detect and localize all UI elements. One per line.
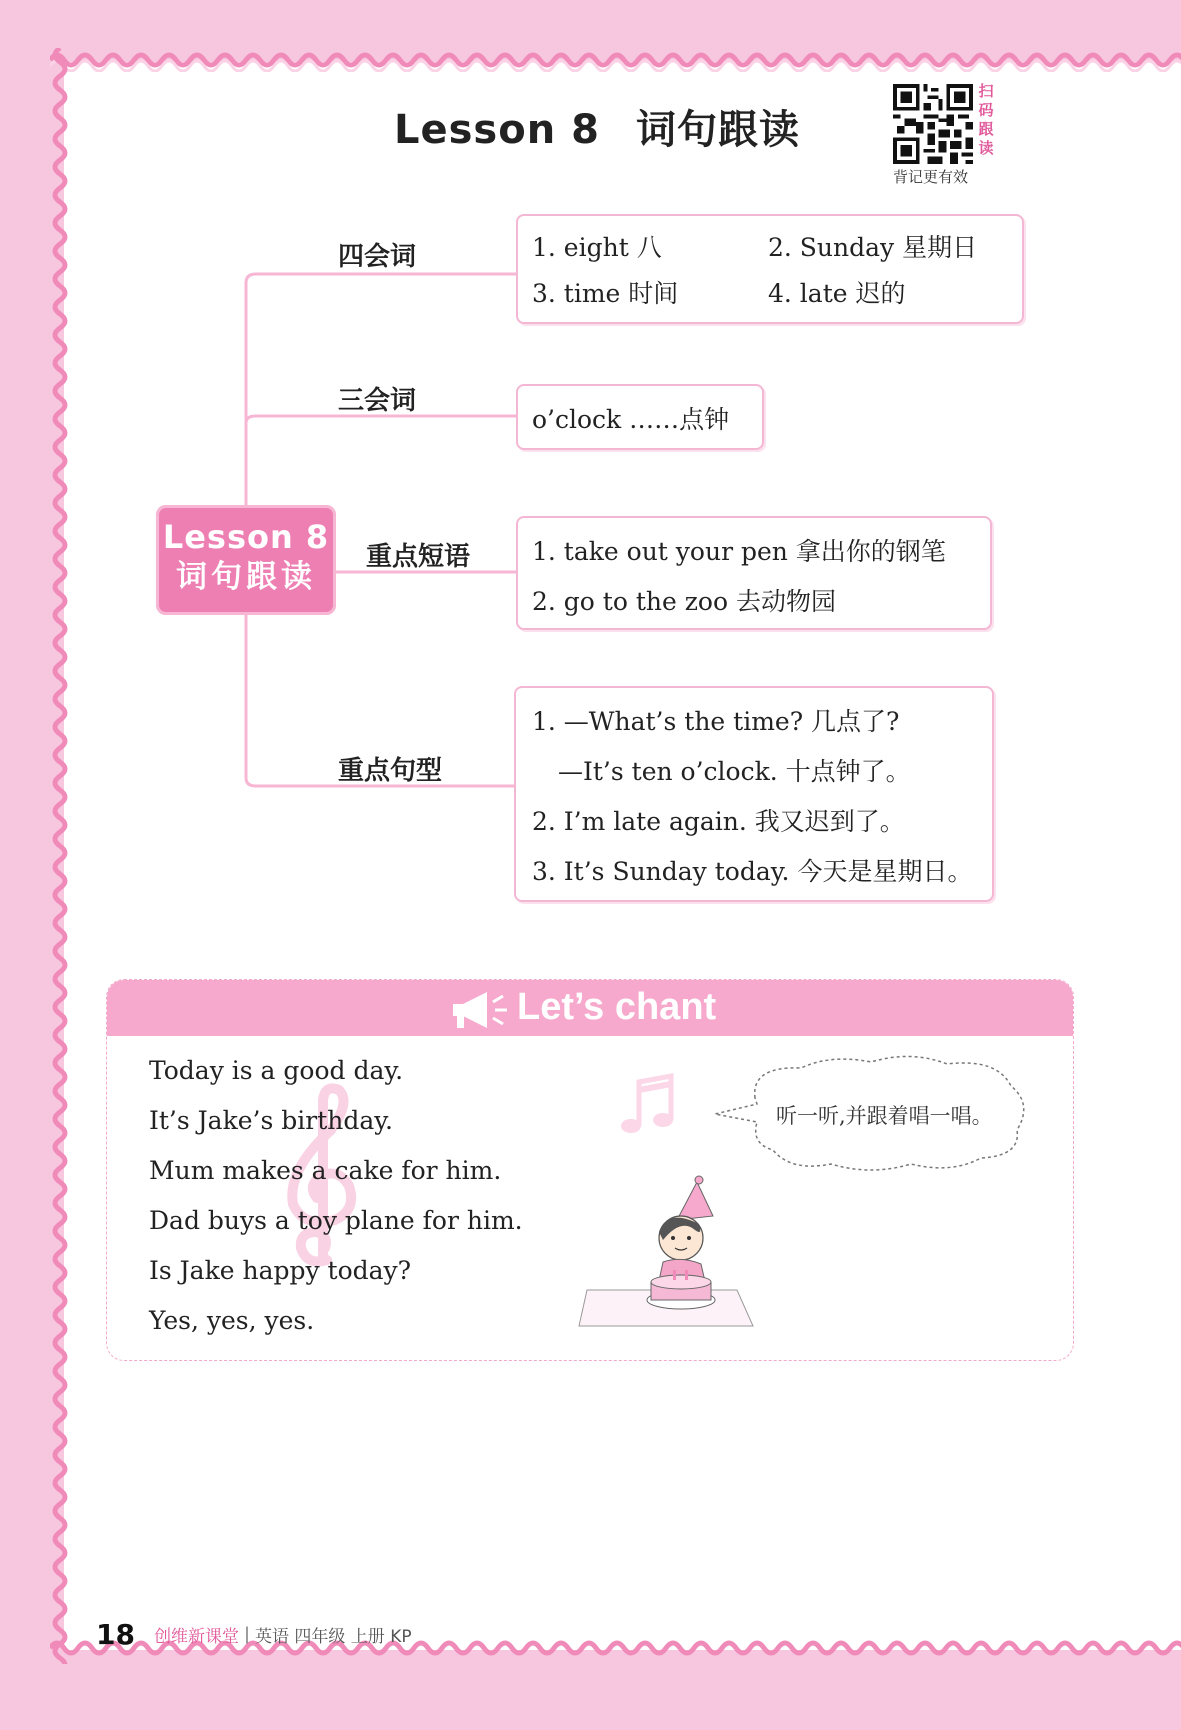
page-title — [394, 98, 800, 155]
page-number: 18 — [96, 1618, 135, 1651]
phrase-item: 2. go to the zoo 去动物园 — [532, 587, 836, 616]
word-item: o’clock ……点钟 — [532, 405, 730, 434]
sentence-item: —It’s ten o’clock. 十点钟了。 — [558, 757, 911, 786]
phrase-item: 1. take out your pen 拿出你的钢笔 — [532, 537, 946, 566]
birthday-cake-icon — [577, 1170, 777, 1330]
mindmap-center-node — [156, 505, 336, 615]
page-footer — [96, 1618, 412, 1651]
music-note-icon — [619, 1072, 677, 1136]
megaphone-icon — [447, 988, 511, 1032]
sentence-item: 1. —What’s the time? 几点了? — [532, 707, 900, 736]
qr-code-icon[interactable] — [893, 84, 973, 164]
branch-label-four-skill-words: 四会词 — [338, 242, 417, 272]
word-item: 4. late 迟的 — [768, 279, 906, 308]
branch-label-three-skill-words: 三会词 — [338, 386, 417, 416]
box-key-phrases — [516, 516, 992, 630]
chant-line: It’s Jake’s birthday. — [149, 1106, 393, 1135]
chant-line: Yes, yes, yes. — [149, 1306, 315, 1335]
word-item: 3. time 时间 — [532, 279, 679, 308]
chant-header-bar — [107, 980, 1073, 1036]
qr-side-char: 扫 — [978, 82, 994, 100]
center-node-line1: Lesson 8 — [162, 518, 330, 556]
box-key-sentences — [514, 686, 994, 902]
lets-chant-panel — [106, 979, 1074, 1361]
chant-line: Dad buys a toy plane for him. — [149, 1206, 523, 1235]
speech-bubble-text: 听一听,并跟着唱一唱。 — [776, 1104, 993, 1128]
chant-line: Today is a good day. — [149, 1056, 404, 1085]
qr-side-label — [975, 82, 997, 158]
branch-label-key-sentences: 重点句型 — [338, 756, 443, 786]
branch-label-key-phrases: 重点短语 — [366, 542, 471, 572]
qr-side-char: 跟 — [978, 120, 994, 138]
word-item: 1. eight 八 — [532, 233, 662, 262]
birthday-kid-illustration — [577, 1170, 777, 1330]
qr-side-char: 读 — [978, 139, 994, 157]
box-three-skill-words — [516, 384, 764, 450]
sentence-item: 2. I’m late again. 我又迟到了。 — [532, 807, 905, 836]
title-english: Lesson 8 — [394, 107, 600, 153]
wavy-border-left — [48, 48, 72, 1664]
qr-side-char: 码 — [978, 101, 994, 119]
footer-brand: 创维新课堂 — [154, 1627, 240, 1647]
sentence-item: 3. It’s Sunday today. 今天是星期日。 — [532, 857, 973, 886]
box-four-skill-words — [516, 214, 1024, 324]
qr-caption: 背记更有效 — [893, 168, 969, 186]
chant-line: Is Jake happy today? — [149, 1256, 412, 1285]
footer-book-info: 英语 四年级 上册 KP — [254, 1627, 412, 1647]
center-node-line2: 词句跟读 — [176, 559, 316, 595]
chant-line: Mum makes a cake for him. — [149, 1156, 502, 1185]
chant-title: Let’s chant — [517, 986, 717, 1028]
title-chinese: 词句跟读 — [635, 107, 800, 153]
wavy-border-top — [50, 48, 1181, 72]
word-item: 2. Sunday 星期日 — [768, 233, 978, 262]
footer-separator: | — [244, 1624, 250, 1645]
